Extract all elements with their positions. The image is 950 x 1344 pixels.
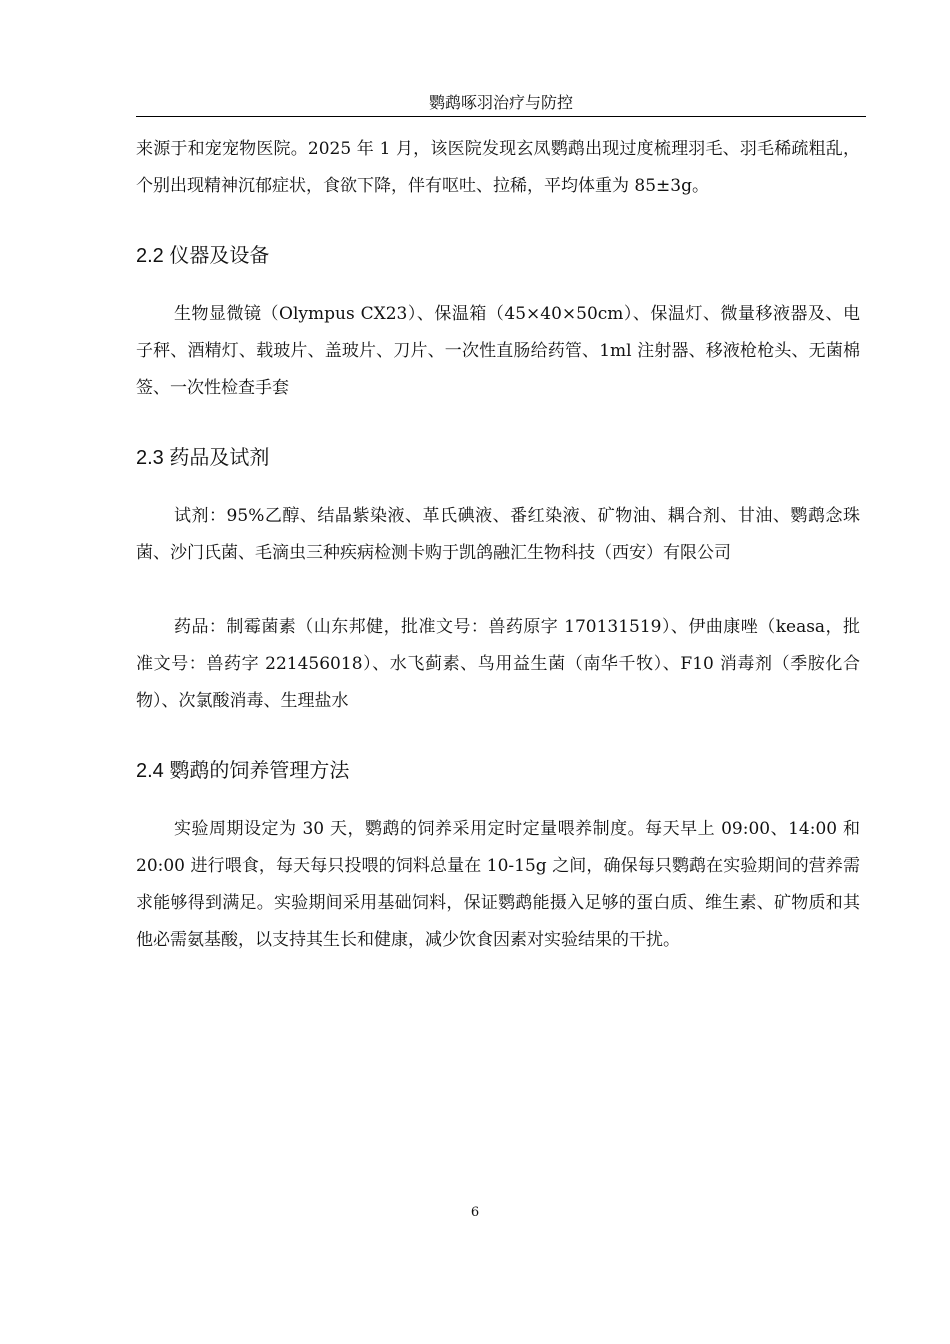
feeding-paragraph: 实验周期设定为 30 天，鹦鹉的饲养采用定时定量喂养制度。每天早上 09:00、14:00 和 20:00 进行喂食，每天每只投喂的饲料总量在 10-15g 之间，确保每只鹦鹉在实验期间的营养需求能够得到满足。实验期间采用基础饲料，保证鹦鹉能摄入足够的蛋白质、维生素、矿物质和其他必需氨基酸，以支持其生长和健康，减少饮食因素对实验结果的干扰。: [136, 819, 860, 950]
running-header: [136, 92, 866, 117]
drugs-paragraph: 药品：制霉菌素（山东邦健，批准文号：兽药原字 170131519）、伊曲康唑（keasa，批准文号：兽药字 221456018）、水飞蓟素、鸟用益生菌（南华千牧）、F10 消毒剂（季胺化合物）、次氯酸消毒、生理盐水: [136, 617, 860, 711]
header-title: 鹦鹉啄羽治疗与防控: [428, 93, 573, 112]
section-heading-2-2: 2.2 仪器及设备: [136, 245, 270, 267]
intro-paragraph: 来源于和宠宠物医院。2025 年 1 月，该医院发现玄凤鹦鹉出现过度梳理羽毛、羽毛稀疏粗乱，个别出现精神沉郁症状，食欲下降，伴有呕吐、拉稀，平均体重为 85±3g。: [136, 139, 860, 196]
section-heading-2-4: 2.4 鹦鹉的饲养管理方法: [136, 760, 350, 782]
reagents-paragraph: 试剂：95%乙醇、结晶紫染液、革氏碘液、番红染液、矿物油、耦合剂、甘油、鹦鹉念珠菌、沙门氏菌、毛滴虫三种疾病检测卡购于凯鸽融汇生物科技（西安）有限公司: [136, 506, 860, 563]
section-heading-2-3: 2.3 药品及试剂: [136, 447, 270, 469]
equipment-paragraph: 生物显微镜（Olympus CX23）、保温箱（45×40×50cm）、保温灯、微量移液器及、电子秤、酒精灯、载玻片、盖玻片、刀片、一次性直肠给药管、1ml 注射器、移液枪枪头、无菌棉签、一次性检查手套: [136, 304, 860, 398]
page-number: 6: [470, 1205, 480, 1220]
